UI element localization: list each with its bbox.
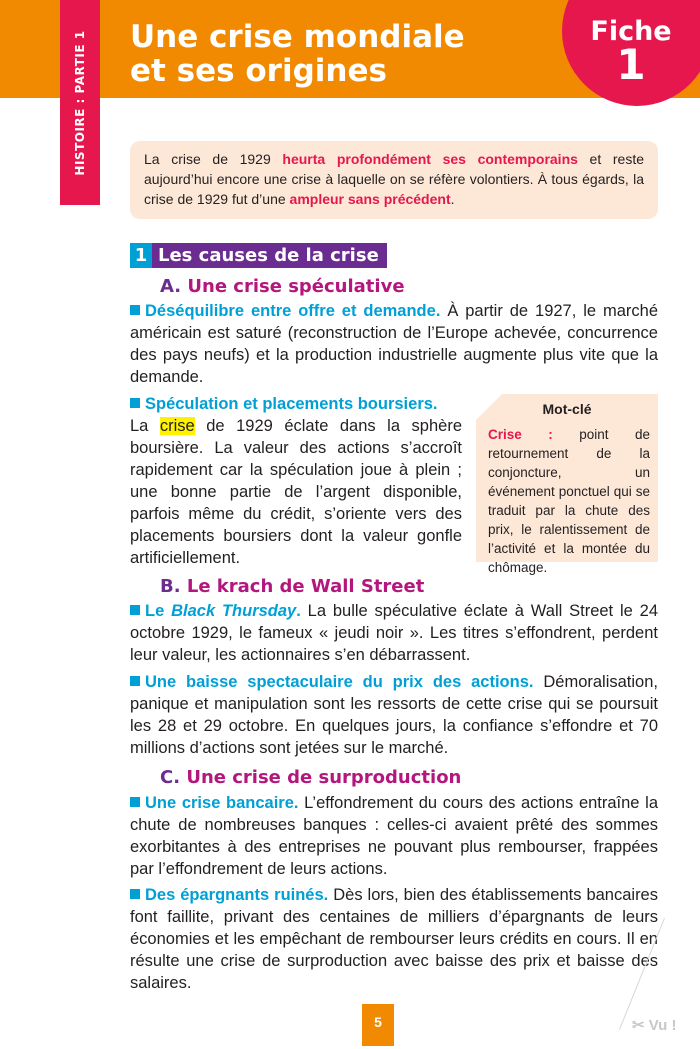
subheading-b bbox=[160, 576, 424, 597]
bullet-square-icon bbox=[130, 305, 140, 315]
intro-text-1: La crise de 1929 bbox=[144, 151, 283, 167]
paragraph-b1-lead-prefix: Le bbox=[145, 602, 172, 620]
paragraph-b2-text: Démoralisation, panique et manipulation sont les ressorts de cette crise qui se poursuit les 28 et 29 octobre. En quelques jours, la confiance s’effondre et 70 millions d’actions sont jetées sur le marché. bbox=[130, 673, 658, 757]
paragraph-a1-lead: Déséquilibre entre offre et demande. bbox=[145, 302, 441, 320]
bullet-square-icon bbox=[130, 676, 140, 686]
page-number: 5 bbox=[362, 1004, 394, 1046]
bullet-square-icon bbox=[130, 398, 140, 408]
keyword-highlight: crise bbox=[159, 417, 195, 435]
paragraph-b2-lead: Une baisse spectaculaire du prix des actions. bbox=[145, 673, 534, 691]
side-label: HISTOIRE : PARTIE 1 bbox=[73, 30, 87, 176]
intro-text-3: . bbox=[450, 191, 455, 207]
keyword-term: Crise : bbox=[488, 427, 553, 442]
paragraph-c2-lead: Des épargnants ruinés. bbox=[145, 886, 329, 904]
paragraph-a2-pre: La bbox=[130, 417, 160, 435]
intro-text-2: et reste aujourd’hui encore une crise à laquelle on se réfère volontiers. À tous égards, la crise de 1929 fut d’une bbox=[144, 151, 644, 207]
fiche-number: 1 bbox=[616, 40, 646, 89]
subheading-a-letter: A. bbox=[160, 276, 182, 297]
paragraph-a1-text: À partir de 1927, le marché américain est saturé (reconstruction de l’Europe achevée, concurrence des pays neufs) et la production industrielle augmente plus vite que la demande. bbox=[130, 302, 659, 386]
subheading-a bbox=[160, 276, 405, 297]
paragraph-c2 bbox=[130, 884, 658, 994]
page-title bbox=[130, 20, 550, 88]
bullet-square-icon bbox=[130, 797, 140, 807]
intro-emphasis-2: ampleur sans précédent bbox=[289, 191, 451, 207]
paragraph-b1 bbox=[130, 600, 658, 666]
subheading-b-letter: B. bbox=[160, 576, 181, 597]
paragraph-c1 bbox=[130, 792, 658, 880]
title-line-1: Une crise mondiale bbox=[130, 19, 465, 55]
paragraph-c1-text: L’effondrement du cours des actions entraîne la chute de nombreuses banques : celles-ci avaient prêté des sommes exorbitantes à des entreprises ne pouvant plus rembourser, frappées par l’effondrement de leurs actions. bbox=[130, 794, 658, 878]
subheading-c-title: Une crise de surproduction bbox=[186, 767, 462, 788]
paragraph-a2-text: de 1929 éclate dans la sphère boursière. La valeur des actions s’accroît rapidement car la spéculation joue à plein ; une bonne partie de l’argent disponible, parfois même du crédit, s’oriente vers des placements boursiers dont la valeur gonfle artificiellement. bbox=[130, 417, 462, 567]
keyword-definition-text: point de retournement de la conjoncture, un événement ponctuel qui se traduit par la chute des prix, le ralentissement de l’activité et la montée du chômage. bbox=[488, 427, 650, 575]
keyword-box bbox=[476, 394, 658, 575]
paragraph-a1 bbox=[130, 300, 658, 388]
subheading-a-title: Une crise spéculative bbox=[187, 276, 405, 297]
subheading-c bbox=[160, 767, 461, 788]
bullet-square-icon bbox=[130, 605, 140, 615]
paragraph-b1-lead-italic: Black Thursday bbox=[171, 602, 297, 620]
section-title: Les causes de la crise bbox=[152, 243, 387, 268]
intro-box bbox=[130, 141, 658, 219]
paragraph-b1-lead-suffix: . bbox=[296, 602, 301, 620]
subheading-c-letter: C. bbox=[160, 767, 181, 788]
paragraph-b1-lead bbox=[145, 602, 301, 620]
keyword-definition bbox=[488, 425, 650, 577]
subheading-b-title: Le krach de Wall Street bbox=[186, 576, 425, 597]
paragraph-c1-lead: Une crise bancaire. bbox=[145, 794, 299, 812]
section-heading bbox=[130, 243, 387, 268]
vu-checkmark[interactable]: ✂ Vu ! bbox=[632, 1017, 677, 1034]
paragraph-c2-text: Dès lors, bien des établissements bancaires font faillite, privant des centaines de milliers d’épargnants de leurs économies et les empêchant de rembourser leurs crédits en cours. Il en résulte une crise de surproduction avec baisse des prix et baisse des salaires. bbox=[130, 886, 658, 992]
paragraph-b2 bbox=[130, 671, 658, 759]
paragraph-b1-text: La bulle spéculative éclate à Wall Street le 24 octobre 1929, le fameux « jeudi noir ». Les titres s’effondrent, perdent leur valeur, les actionnaires s’en débarrassent. bbox=[130, 602, 658, 664]
bullet-square-icon bbox=[130, 889, 140, 899]
title-line-2: et ses origines bbox=[130, 53, 387, 89]
keyword-box-title: Mot-clé bbox=[542, 401, 592, 417]
paragraph-a2 bbox=[130, 393, 462, 569]
section-number: 1 bbox=[130, 243, 152, 268]
intro-emphasis-1: heurta profondément ses contemporains bbox=[282, 151, 578, 167]
paragraph-a2-lead: Spéculation et placements boursiers. bbox=[145, 395, 438, 413]
fiche-label: Fiche bbox=[590, 16, 672, 47]
